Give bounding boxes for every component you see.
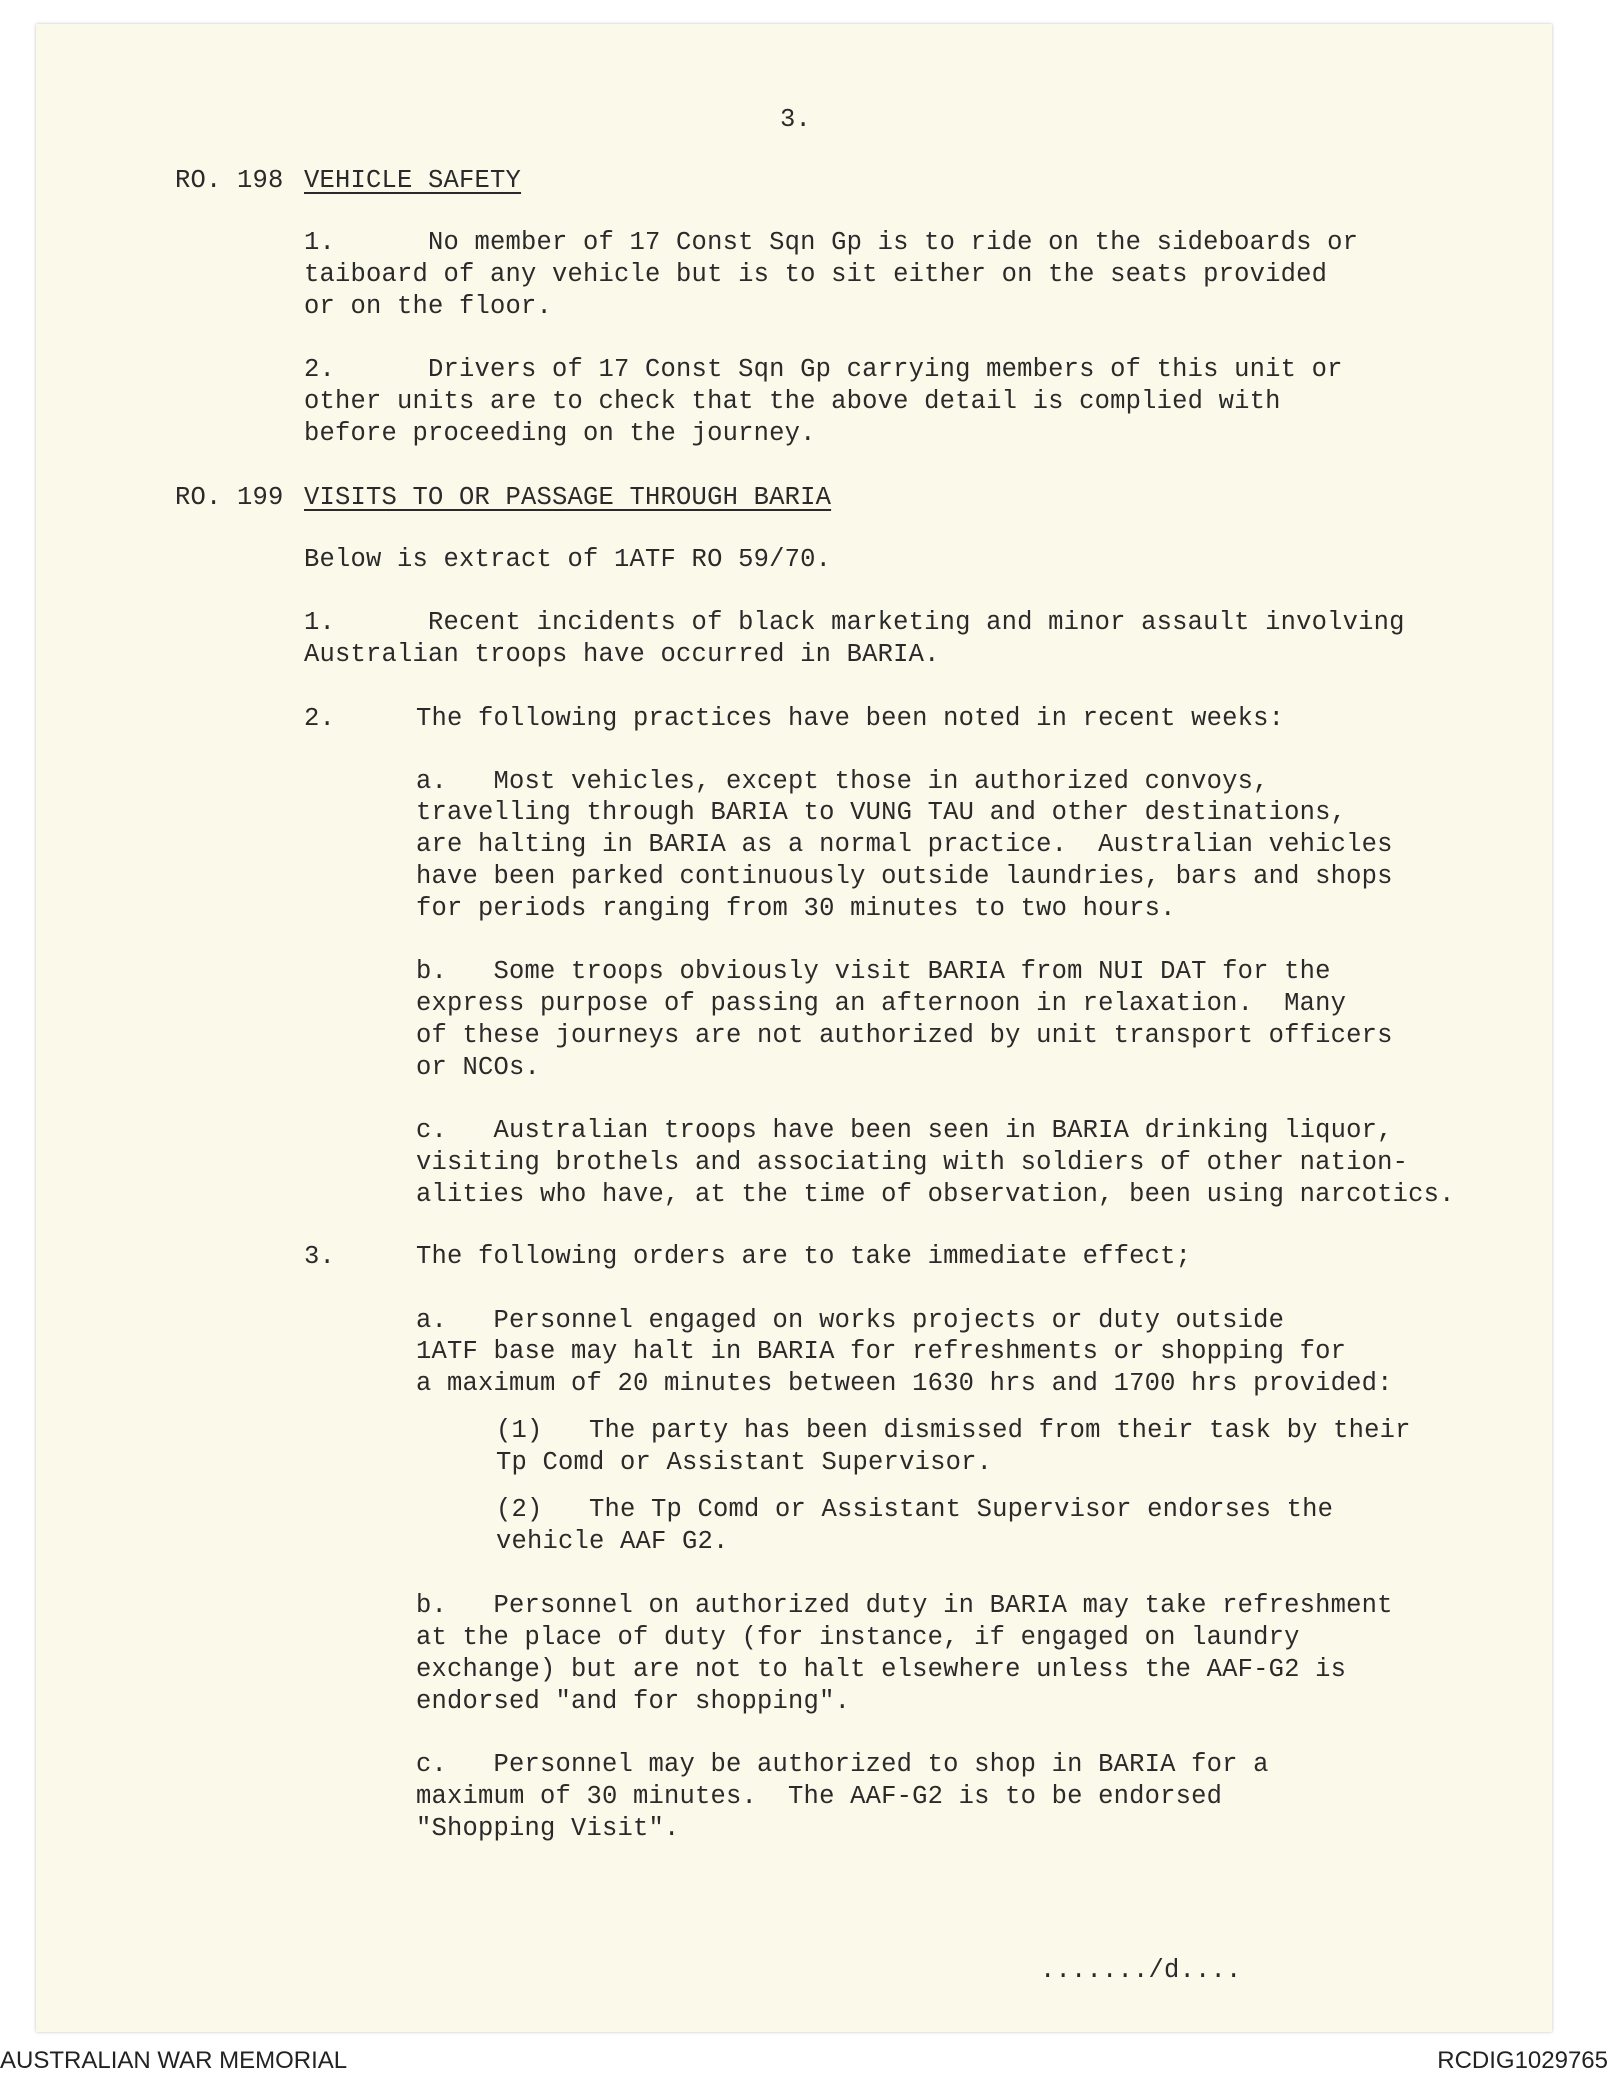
- para-199-1-line2: Australian troops have occurred in BARIA.: [304, 640, 940, 669]
- para-199-3b-line1: b. Personnel on authorized duty in BARIA may take refreshment: [416, 1591, 1393, 1620]
- para-199-3-number: 3.: [304, 1242, 336, 1271]
- para-199-3a-line1: a. Personnel engaged on works projects or duty outside: [416, 1306, 1285, 1335]
- para-198-1-line2: taiboard of any vehicle but is to sit either on the seats provided: [304, 260, 1328, 289]
- para-198-1-line1: 1. No member of 17 Const Sqn Gp is to ride on the sideboards or: [304, 228, 1359, 257]
- para-199-2b-line2: express purpose of passing an afternoon in relaxation. Many: [416, 989, 1347, 1018]
- para-199-2a-line4: have been parked continuously outside laundries, bars and shops: [416, 862, 1393, 891]
- para-198-2-line1: 2. Drivers of 17 Const Sqn Gp carrying members of this unit or: [304, 355, 1343, 384]
- para-199-2c-line1: c. Australian troops have been seen in BARIA drinking liquor,: [416, 1116, 1393, 1145]
- para-199-3a-line3: a maximum of 20 minutes between 1630 hrs and 1700 hrs provided:: [416, 1369, 1393, 1398]
- para-199-2a-line2: travelling through BARIA to VUNG TAU and other destinations,: [416, 798, 1347, 827]
- order-number-198: RO. 198: [175, 166, 284, 195]
- para-199-2b-line1: b. Some troops obviously visit BARIA from NUI DAT for the: [416, 957, 1331, 986]
- para-199-2a-line3: are halting in BARIA as a normal practice. Australian vehicles: [416, 830, 1393, 859]
- continuation-marker: ......./d....: [1040, 1956, 1242, 1985]
- para-199-3c-line2: maximum of 30 minutes. The AAF-G2 is to be endorsed: [416, 1782, 1223, 1811]
- order-number-199: RO. 199: [175, 483, 284, 512]
- page-number: 3.: [780, 105, 812, 134]
- para-199-3a1-line1: (1) The party has been dismissed from their task by their: [496, 1416, 1411, 1445]
- order-heading-199: VISITS TO OR PASSAGE THROUGH BARIA: [304, 483, 832, 512]
- para-199-3-text: The following orders are to take immediate effect;: [416, 1242, 1192, 1271]
- para-199-2a-line1: a. Most vehicles, except those in authorized convoys,: [416, 767, 1269, 796]
- para-199-2b-line4: or NCOs.: [416, 1053, 541, 1082]
- para-199-3a-line2: 1ATF base may halt in BARIA for refreshments or shopping for: [416, 1337, 1347, 1366]
- order-heading-198: VEHICLE SAFETY: [304, 166, 522, 195]
- intro-line: Below is extract of 1ATF RO 59/70.: [304, 545, 832, 574]
- para-199-3a2-line2: vehicle AAF G2.: [496, 1527, 729, 1556]
- para-199-2a-line5: for periods ranging from 30 minutes to two hours.: [416, 894, 1176, 923]
- para-198-2-line3: before proceeding on the journey.: [304, 419, 816, 448]
- para-199-2c-line2: visiting brothels and associating with soldiers of other nation-: [416, 1148, 1409, 1177]
- para-199-2-text: The following practices have been noted in recent weeks:: [416, 704, 1285, 733]
- footer-left: AUSTRALIAN WAR MEMORIAL: [0, 2047, 348, 2074]
- para-199-2b-line3: of these journeys are not authorized by unit transport officers: [416, 1021, 1393, 1050]
- para-199-3b-line2: at the place of duty (for instance, if engaged on laundry: [416, 1623, 1300, 1652]
- para-198-2-line2: other units are to check that the above detail is complied with: [304, 387, 1281, 416]
- para-198-1-line3: or on the floor.: [304, 292, 553, 321]
- para-199-1-line1: 1. Recent incidents of black marketing and minor assault involving: [304, 608, 1405, 637]
- para-199-3c-line1: c. Personnel may be authorized to shop in BARIA for a: [416, 1750, 1269, 1779]
- para-199-3b-line4: endorsed "and for shopping".: [416, 1687, 851, 1716]
- footer-right: RCDIG1029765: [1437, 2047, 1608, 2074]
- para-199-3a1-line2: Tp Comd or Assistant Supervisor.: [496, 1448, 993, 1477]
- para-199-3b-line3: exchange) but are not to halt elsewhere unless the AAF-G2 is: [416, 1655, 1347, 1684]
- para-199-3c-line3: "Shopping Visit".: [416, 1814, 680, 1843]
- para-199-2c-line3: alities who have, at the time of observation, been using narcotics.: [416, 1180, 1455, 1209]
- para-199-2-number: 2.: [304, 704, 336, 733]
- para-199-3a2-line1: (2) The Tp Comd or Assistant Supervisor endorses the: [496, 1495, 1334, 1524]
